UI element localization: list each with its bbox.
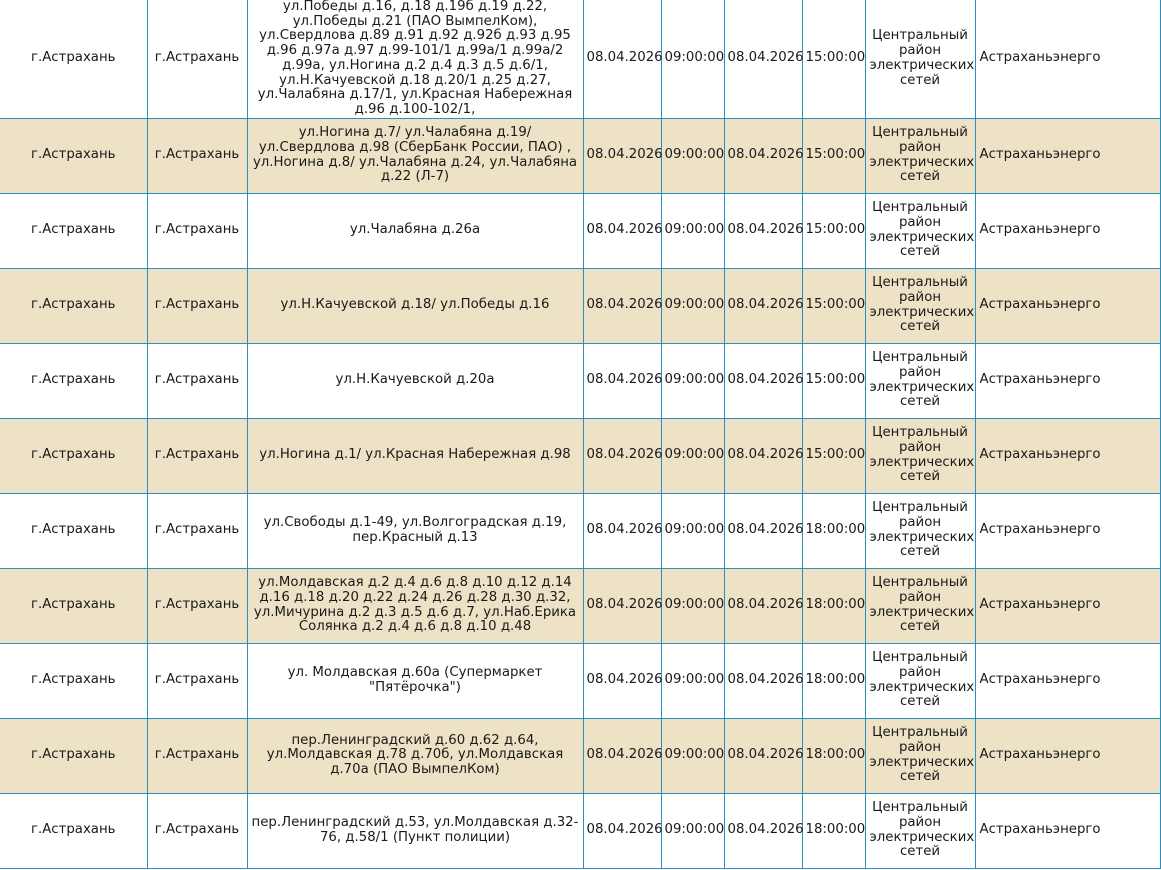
- start-time-cell: 09:00:00: [661, 418, 724, 493]
- start-time-cell: 09:00:00: [661, 118, 724, 193]
- end-time-cell: 18:00:00: [802, 493, 865, 568]
- organization-cell: Астраханьэнерго: [975, 493, 1160, 568]
- locality-cell: г.Астрахань: [147, 643, 247, 718]
- district-cell: Центральный район электрических сетей: [865, 343, 975, 418]
- district-cell: Центральный район электрических сетей: [865, 268, 975, 343]
- locality-cell: г.Астрахань: [147, 268, 247, 343]
- locality-cell: г.Астрахань: [147, 793, 247, 868]
- end-date-cell: 08.04.2026: [724, 568, 802, 643]
- start-date-cell: 08.04.2026: [583, 118, 661, 193]
- start-date-cell: 08.04.2026: [583, 0, 661, 118]
- locality-cell: г.Астрахань: [147, 418, 247, 493]
- start-date-cell: 08.04.2026: [583, 643, 661, 718]
- end-date-cell: 08.04.2026: [724, 643, 802, 718]
- start-date-cell: 08.04.2026: [583, 718, 661, 793]
- address-cell: ул.Свободы д.1-49, ул.Волгоградская д.19, пер.Красный д.13: [247, 493, 583, 568]
- organization-cell: Астраханьэнерго: [975, 268, 1160, 343]
- start-time-cell: 09:00:00: [661, 718, 724, 793]
- district-cell: Центральный район электрических сетей: [865, 493, 975, 568]
- end-date-cell: 08.04.2026: [724, 718, 802, 793]
- end-date-cell: 08.04.2026: [724, 268, 802, 343]
- end-date-cell: 08.04.2026: [724, 0, 802, 118]
- table-row: [0, 0, 1160, 118]
- end-date-cell: 08.04.2026: [724, 793, 802, 868]
- address-cell: ул.Молдавская д.2 д.4 д.6 д.8 д.10 д.12 д.14 д.16 д.18 д.20 д.22 д.24 д.26 д.28 д.30 д.32, ул.Мичурина д.2 д.3 д.5 д.6 д.7, ул.Наб.Ерика Солянка д.2 д.4 д.6 д.8 д.10 д.48: [247, 568, 583, 643]
- district-cell: Центральный район электрических сетей: [865, 418, 975, 493]
- start-time-cell: 09:00:00: [661, 193, 724, 268]
- district-cell: Центральный район электрических сетей: [865, 193, 975, 268]
- end-time-cell: 15:00:00: [802, 193, 865, 268]
- end-time-cell: 15:00:00: [802, 268, 865, 343]
- district-cell: Центральный район электрических сетей: [865, 718, 975, 793]
- table-row: [0, 343, 1160, 418]
- start-date-cell: 08.04.2026: [583, 568, 661, 643]
- table-row: [0, 268, 1160, 343]
- district-cell: Центральный район электрических сетей: [865, 568, 975, 643]
- locality-cell: г.Астрахань: [147, 493, 247, 568]
- start-date-cell: 08.04.2026: [583, 268, 661, 343]
- end-time-cell: 15:00:00: [802, 0, 865, 118]
- end-time-cell: 15:00:00: [802, 418, 865, 493]
- settlement-cell: г.Астрахань: [0, 568, 147, 643]
- settlement-cell: г.Астрахань: [0, 718, 147, 793]
- address-cell: пер.Ленинградский д.53, ул.Молдавская д.32-76, д.58/1 (Пункт полиции): [247, 793, 583, 868]
- settlement-cell: г.Астрахань: [0, 643, 147, 718]
- organization-cell: Астраханьэнерго: [975, 193, 1160, 268]
- address-cell: ул.Ногина д.7/ ул.Чалабяна д.19/ ул.Свердлова д.98 (СберБанк России, ПАО) , ул.Ногина д.8/ ул.Чалабяна д.24, ул.Чалабяна д.22 (Л-7): [247, 118, 583, 193]
- start-time-cell: 09:00:00: [661, 568, 724, 643]
- start-time-cell: 09:00:00: [661, 793, 724, 868]
- settlement-cell: г.Астрахань: [0, 418, 147, 493]
- start-date-cell: 08.04.2026: [583, 493, 661, 568]
- table-row: [0, 718, 1160, 793]
- organization-cell: Астраханьэнерго: [975, 568, 1160, 643]
- end-date-cell: 08.04.2026: [724, 418, 802, 493]
- table-row: [0, 643, 1160, 718]
- address-cell: ул.Победы д.16, д.18 д.19б д.19 д.22, ул.Победы д.21 (ПАО ВымпелКом), ул.Свердлова д.89 д.91 д.92 д.92б д.93 д.95 д.96 д.97а д.97 д.99-101/1 д.99а/1 д.99а/2 д.99а, ул.Ногина д.2 д.4 д.3 д.5 д.6/1, ул.Н.Качуевской д.18 д.20/1 д.25 д.27, ул.Чалабяна д.17/1, ул.Красная Набережная д.96 д.100-102/1,: [247, 0, 583, 118]
- organization-cell: Астраханьэнерго: [975, 0, 1160, 118]
- end-time-cell: 15:00:00: [802, 343, 865, 418]
- settlement-cell: г.Астрахань: [0, 118, 147, 193]
- start-date-cell: 08.04.2026: [583, 793, 661, 868]
- address-cell: пер.Ленинградский д.60 д.62 д.64, ул.Молдавская д.78 д.70б, ул.Молдавская д.70а (ПАО ВымпелКом): [247, 718, 583, 793]
- organization-cell: Астраханьэнерго: [975, 418, 1160, 493]
- organization-cell: Астраханьэнерго: [975, 118, 1160, 193]
- locality-cell: г.Астрахань: [147, 118, 247, 193]
- start-time-cell: 09:00:00: [661, 343, 724, 418]
- organization-cell: Астраханьэнерго: [975, 643, 1160, 718]
- address-cell: ул. Молдавская д.60а (Супермаркет "Пятёрочка"): [247, 643, 583, 718]
- settlement-cell: г.Астрахань: [0, 343, 147, 418]
- end-time-cell: 18:00:00: [802, 568, 865, 643]
- locality-cell: г.Астрахань: [147, 718, 247, 793]
- organization-cell: Астраханьэнерго: [975, 718, 1160, 793]
- address-cell: ул.Ногина д.1/ ул.Красная Набережная д.98: [247, 418, 583, 493]
- end-time-cell: 18:00:00: [802, 793, 865, 868]
- district-cell: Центральный район электрических сетей: [865, 643, 975, 718]
- address-cell: ул.Н.Качуевской д.20а: [247, 343, 583, 418]
- start-time-cell: 09:00:00: [661, 643, 724, 718]
- end-time-cell: 18:00:00: [802, 643, 865, 718]
- district-cell: Центральный район электрических сетей: [865, 793, 975, 868]
- table-row: [0, 418, 1160, 493]
- table-row: [0, 193, 1160, 268]
- end-date-cell: 08.04.2026: [724, 193, 802, 268]
- start-date-cell: 08.04.2026: [583, 343, 661, 418]
- settlement-cell: г.Астрахань: [0, 0, 147, 118]
- start-time-cell: 09:00:00: [661, 268, 724, 343]
- table-row: [0, 118, 1160, 193]
- settlement-cell: г.Астрахань: [0, 793, 147, 868]
- settlement-cell: г.Астрахань: [0, 268, 147, 343]
- locality-cell: г.Астрахань: [147, 568, 247, 643]
- end-date-cell: 08.04.2026: [724, 343, 802, 418]
- end-date-cell: 08.04.2026: [724, 493, 802, 568]
- district-cell: Центральный район электрических сетей: [865, 0, 975, 118]
- organization-cell: Астраханьэнерго: [975, 343, 1160, 418]
- locality-cell: г.Астрахань: [147, 343, 247, 418]
- start-time-cell: 09:00:00: [661, 493, 724, 568]
- table-row: [0, 568, 1160, 643]
- settlement-cell: г.Астрахань: [0, 493, 147, 568]
- start-date-cell: 08.04.2026: [583, 418, 661, 493]
- district-cell: Центральный район электрических сетей: [865, 118, 975, 193]
- end-date-cell: 08.04.2026: [724, 118, 802, 193]
- organization-cell: Астраханьэнерго: [975, 793, 1160, 868]
- address-cell: ул.Чалабяна д.26а: [247, 193, 583, 268]
- table-row: [0, 793, 1160, 868]
- start-time-cell: 09:00:00: [661, 0, 724, 118]
- address-cell: ул.Н.Качуевской д.18/ ул.Победы д.16: [247, 268, 583, 343]
- locality-cell: г.Астрахань: [147, 193, 247, 268]
- locality-cell: г.Астрахань: [147, 0, 247, 118]
- settlement-cell: г.Астрахань: [0, 193, 147, 268]
- start-date-cell: 08.04.2026: [583, 193, 661, 268]
- table-row: [0, 493, 1160, 568]
- end-time-cell: 18:00:00: [802, 718, 865, 793]
- end-time-cell: 15:00:00: [802, 118, 865, 193]
